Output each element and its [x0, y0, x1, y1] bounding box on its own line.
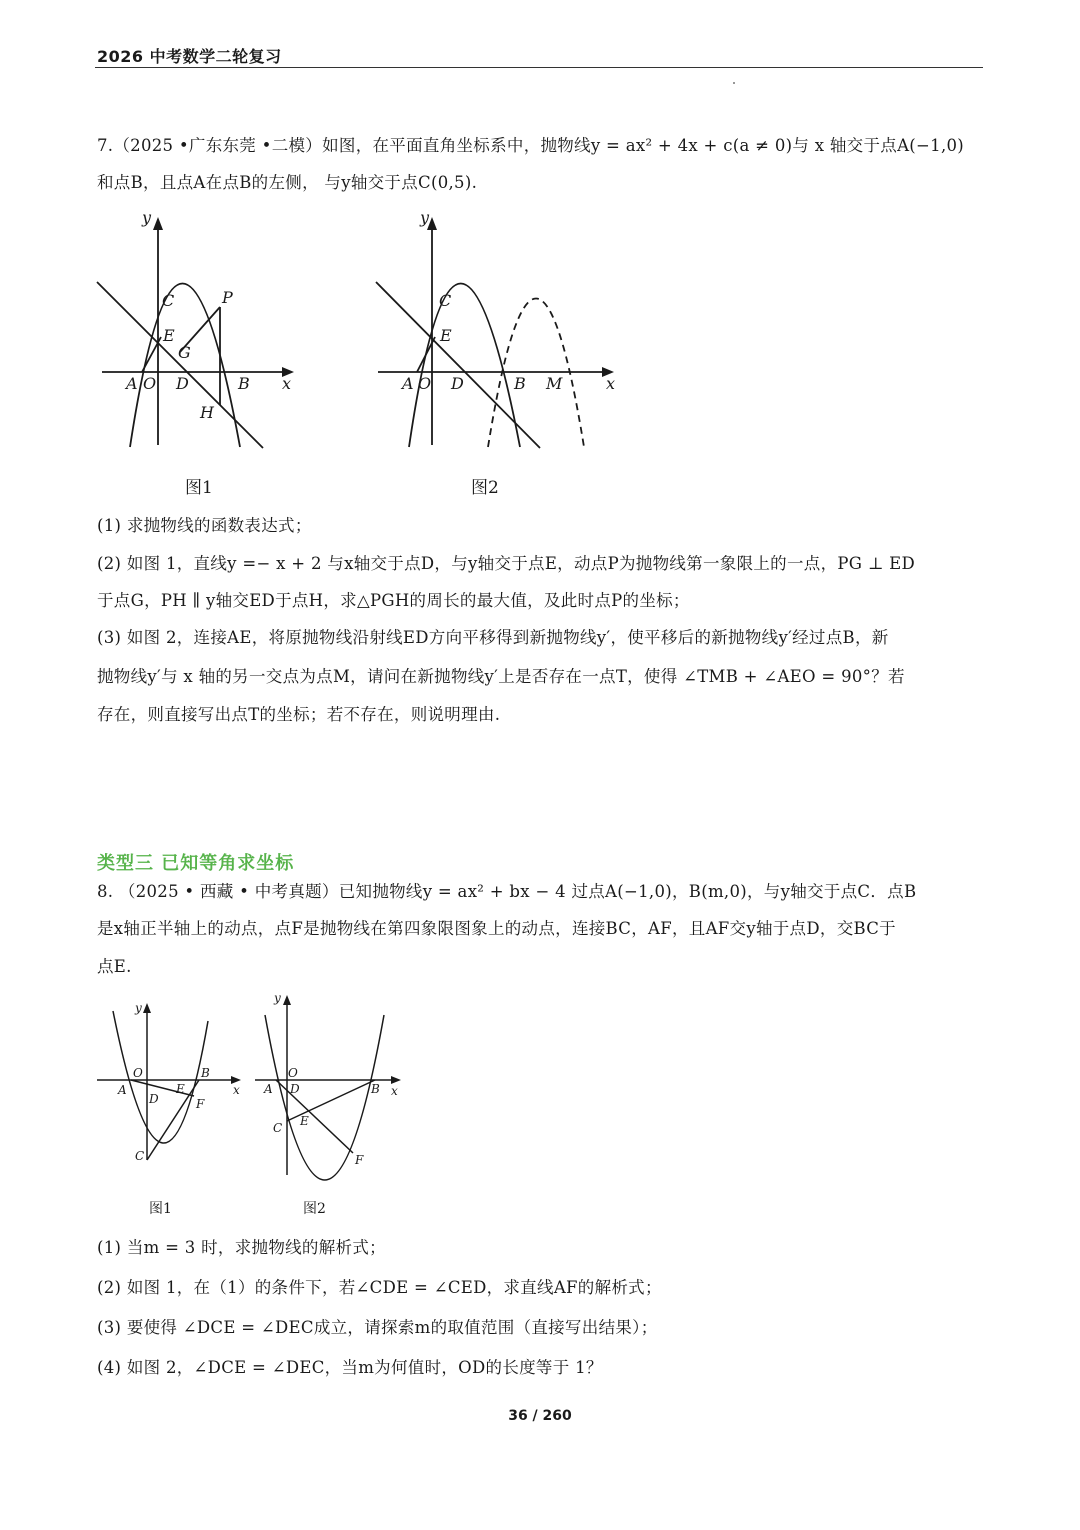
- problem8-intro-line2: 是x轴正半轴上的动点，点F是抛物线在第四象限图象上的动点，连接BC，AF，且AF交y轴于点D，交BC于: [97, 919, 896, 938]
- label-A: A: [264, 1082, 273, 1096]
- problem7-q2-line1: (2) 如图 1，直线y =− x + 2 与x轴交于点D，与y轴交于点E，动点P为抛物线第一象限上的一点，PG ⊥ ED: [97, 554, 916, 573]
- label-C: C: [135, 1149, 145, 1163]
- label-x: x: [233, 1083, 240, 1097]
- label-B: B: [201, 1066, 210, 1080]
- problem8-q1: (1) 当m = 3 时，求抛物线的解析式；: [97, 1238, 386, 1257]
- label-M: M: [546, 374, 563, 393]
- x-axis-arrow: [391, 1076, 401, 1084]
- label-E: E: [440, 326, 452, 345]
- label-O: O: [418, 374, 432, 393]
- problem7-q3-line3: 存在，则直接写出点T的坐标；若不存在，则说明理由.: [97, 705, 501, 724]
- problem7-q2-line2: 于点G，PH ∥ y轴交ED于点H，求△PGH的周长的最大值，及此时点P的坐标；: [97, 591, 690, 610]
- parabola: [265, 1015, 384, 1180]
- label-O: O: [133, 1066, 143, 1080]
- label-G: G: [178, 343, 191, 362]
- label-B: B: [514, 374, 526, 393]
- problem7-figure2-caption: 图2: [471, 478, 499, 498]
- problem8-q4: (4) 如图 2，∠DCE = ∠DEC，当m为何值时，OD的长度等于 1？: [97, 1358, 603, 1377]
- y-axis-arrow: [283, 995, 291, 1005]
- label-F: F: [196, 1097, 205, 1111]
- label-E: E: [163, 326, 175, 345]
- parabola: [409, 284, 520, 448]
- label-y: y: [135, 1001, 142, 1015]
- problem7-intro-line2: 和点B，且点A在点B的左侧， 与y轴交于点C(0,5).: [97, 173, 478, 192]
- page-header-title: 2026 中考数学二轮复习: [97, 47, 282, 66]
- problem8-figure1: [95, 995, 255, 1195]
- label-D: D: [451, 374, 464, 393]
- y-axis-arrow: [153, 217, 163, 230]
- problem8-q3: (3) 要使得 ∠DCE = ∠DEC成立，请探索m的取值范围（直接写出结果）；: [97, 1318, 658, 1337]
- label-A: A: [402, 374, 414, 393]
- label-D: D: [290, 1082, 300, 1096]
- label-H: H: [200, 403, 214, 422]
- problem8-figure2-caption: 图2: [303, 1201, 326, 1217]
- label-B: B: [238, 374, 250, 393]
- problem7-q1: (1) 求抛物线的函数表达式；: [97, 516, 312, 535]
- problem8-intro-line3: 点E.: [97, 957, 132, 976]
- scan-speck: [733, 82, 735, 84]
- problem8-figure2: [253, 985, 413, 1185]
- problem8-intro-line1: 8. （2025 • 西藏 • 中考真题）已知抛物线y = ax² + bx − 4 过点A(−1,0)，B(m,0)，与y轴交于点C．点B: [97, 882, 917, 901]
- problem7-figure2: [370, 205, 620, 465]
- label-E: E: [176, 1082, 185, 1096]
- label-C: C: [439, 291, 452, 310]
- label-F: F: [355, 1153, 364, 1167]
- line-ED: [376, 282, 540, 448]
- label-O: O: [143, 374, 157, 393]
- label-x: x: [282, 374, 292, 393]
- problem8-q2: (2) 如图 1，在（1）的条件下，若∠CDE = ∠CED，求直线AF的解析式；: [97, 1278, 662, 1297]
- line-ED: [97, 282, 263, 448]
- parabola: [113, 1011, 208, 1143]
- label-P: P: [222, 288, 233, 307]
- label-C: C: [273, 1121, 283, 1135]
- label-D: D: [149, 1092, 159, 1106]
- label-B: B: [371, 1082, 380, 1096]
- label-y: y: [274, 991, 281, 1005]
- label-A: A: [126, 374, 138, 393]
- problem7-q3-line1: (3) 如图 2，连接AE，将原抛物线沿射线ED方向平移得到新抛物线y′，使平移后的新抛物线y′经过点B，新: [97, 628, 889, 647]
- header-rule: [95, 67, 983, 68]
- label-y: y: [420, 208, 430, 227]
- label-x: x: [606, 374, 616, 393]
- y-axis-arrow: [143, 1003, 151, 1013]
- label-x: x: [391, 1084, 398, 1098]
- label-A: A: [118, 1083, 127, 1097]
- page-number: 36 / 260: [508, 1408, 572, 1424]
- label-y: y: [142, 208, 152, 227]
- problem7-intro-line1: 7.（2025 •广东东莞 •二模）如图，在平面直角坐标系中，抛物线y = ax² + 4x + c(a ≠ 0)与 x 轴交于点A(−1,0): [97, 136, 965, 155]
- label-E: E: [300, 1114, 309, 1128]
- label-C: C: [162, 291, 175, 310]
- label-D: D: [176, 374, 189, 393]
- problem7-figure1: [90, 205, 310, 465]
- problem8-figure1-caption: 图1: [149, 1201, 172, 1217]
- label-O: O: [288, 1066, 298, 1080]
- problem7-q3-line2: 抛物线y′与 x 轴的另一交点为点M，请问在新抛物线y′上是否存在一点T，使得 ∠TMB + ∠AEO = 90°？若: [97, 667, 905, 686]
- section-title: 类型三 已知等角求坐标: [97, 853, 295, 874]
- problem7-figure1-caption: 图1: [185, 478, 213, 498]
